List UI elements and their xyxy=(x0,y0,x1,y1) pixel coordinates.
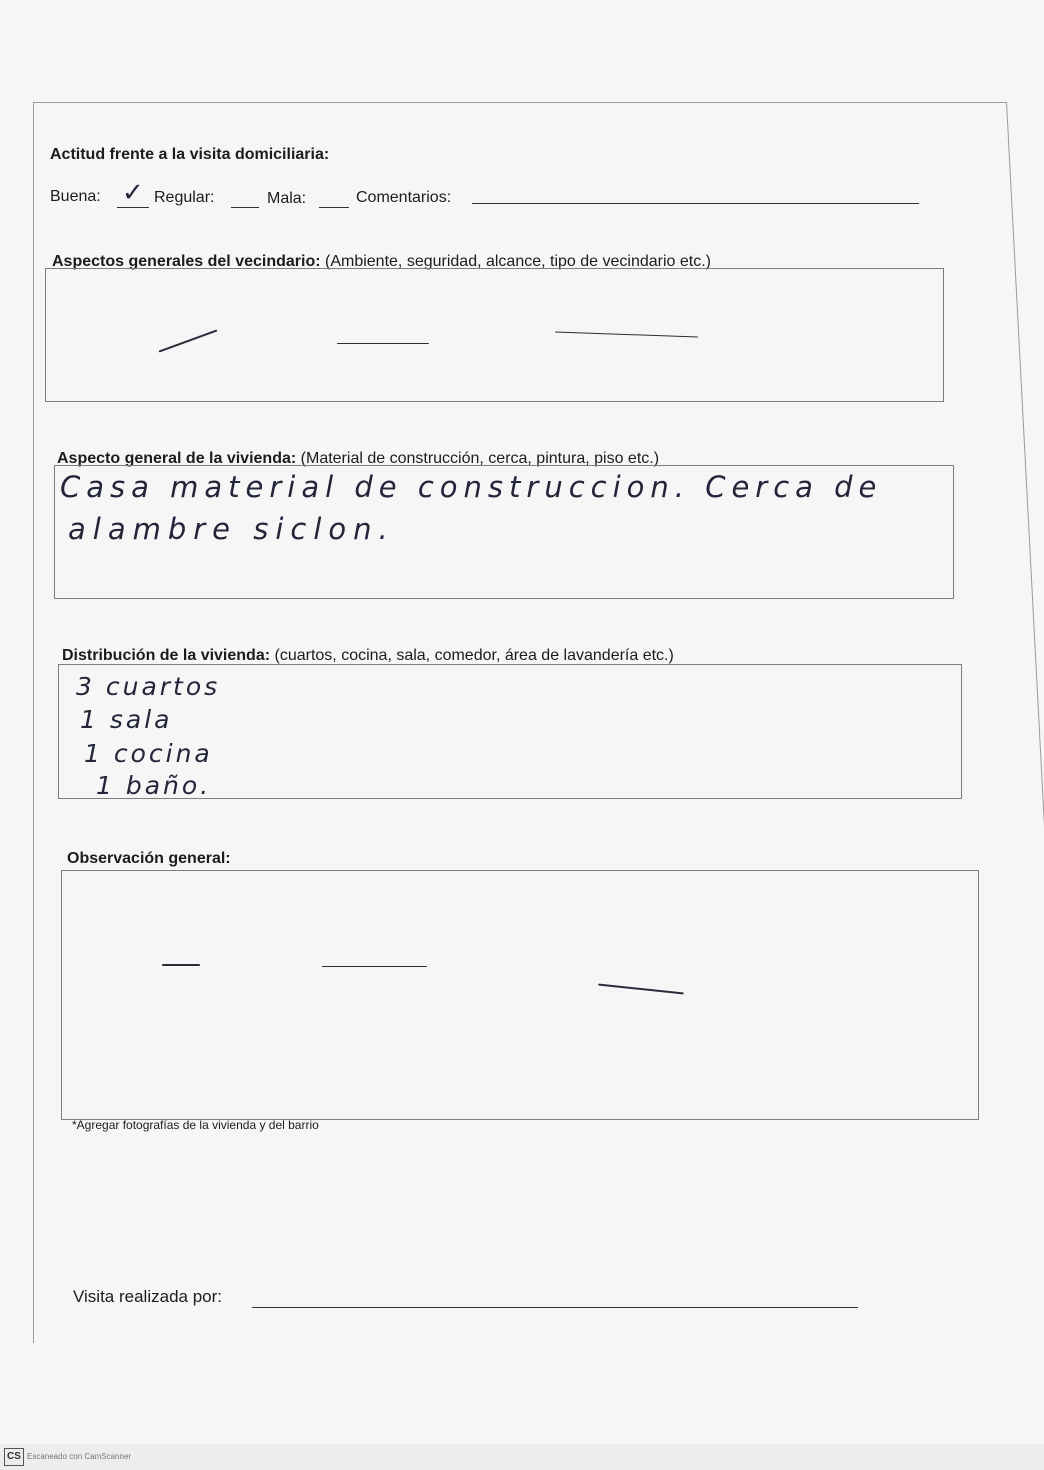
housing-answer-line-2: alambre siclon. xyxy=(68,512,395,546)
housing-hint: (Material de construcción, cerca, pintura, piso etc.) xyxy=(300,450,660,467)
distribution-answer-line: 3 cuartos xyxy=(76,672,221,701)
distribution-answer-line: 1 baño. xyxy=(96,771,212,800)
distribution-hint: (cuartos, cocina, sala, comedor, área de lavandería etc.) xyxy=(274,647,674,664)
comments-line[interactable] xyxy=(472,203,919,204)
bad-line[interactable] xyxy=(319,207,349,208)
visit-by-label: Visita realizada por: xyxy=(73,1287,222,1306)
distribution-heading: Distribución de la vivienda: xyxy=(62,647,271,664)
observation-answer-box[interactable] xyxy=(61,870,979,1120)
bad-label: Mala: xyxy=(267,190,307,207)
observation-dash-stroke xyxy=(162,964,200,966)
good-label: Buena: xyxy=(50,188,101,205)
observation-dash-stroke xyxy=(322,966,427,967)
neighborhood-dash-stroke xyxy=(337,343,429,344)
distribution-title xyxy=(62,647,674,665)
good-check-mark: ✓ xyxy=(122,178,144,208)
neighborhood-answer-box[interactable] xyxy=(45,268,944,402)
housing-heading: Aspecto general de la vivienda: xyxy=(57,450,297,467)
comments-label: Comentarios: xyxy=(356,189,452,206)
camscanner-logo: CS xyxy=(4,1448,24,1466)
housing-answer-line-1: Casa material de construccion. Cerca de xyxy=(60,470,883,504)
camscanner-text: Escaneado con CamScanner xyxy=(27,1452,132,1461)
observation-heading: Observación general: xyxy=(67,850,231,867)
neighborhood-hint: (Ambiente, seguridad, alcance, tipo de vecindario etc.) xyxy=(325,253,711,270)
visit-by-line[interactable] xyxy=(252,1307,858,1308)
distribution-answer-line: 1 cocina xyxy=(84,739,213,768)
neighborhood-heading: Aspectos generales del vecindario: xyxy=(52,253,321,270)
distribution-answer-line: 1 sala xyxy=(80,705,173,734)
regular-line[interactable] xyxy=(231,207,259,208)
photo-footnote: *Agregar fotografías de la vivienda y del barrio xyxy=(72,1118,319,1132)
regular-label: Regular: xyxy=(154,189,215,206)
scanner-footer xyxy=(0,1444,1044,1470)
attitude-heading: Actitud frente a la visita domiciliaria: xyxy=(50,146,330,163)
